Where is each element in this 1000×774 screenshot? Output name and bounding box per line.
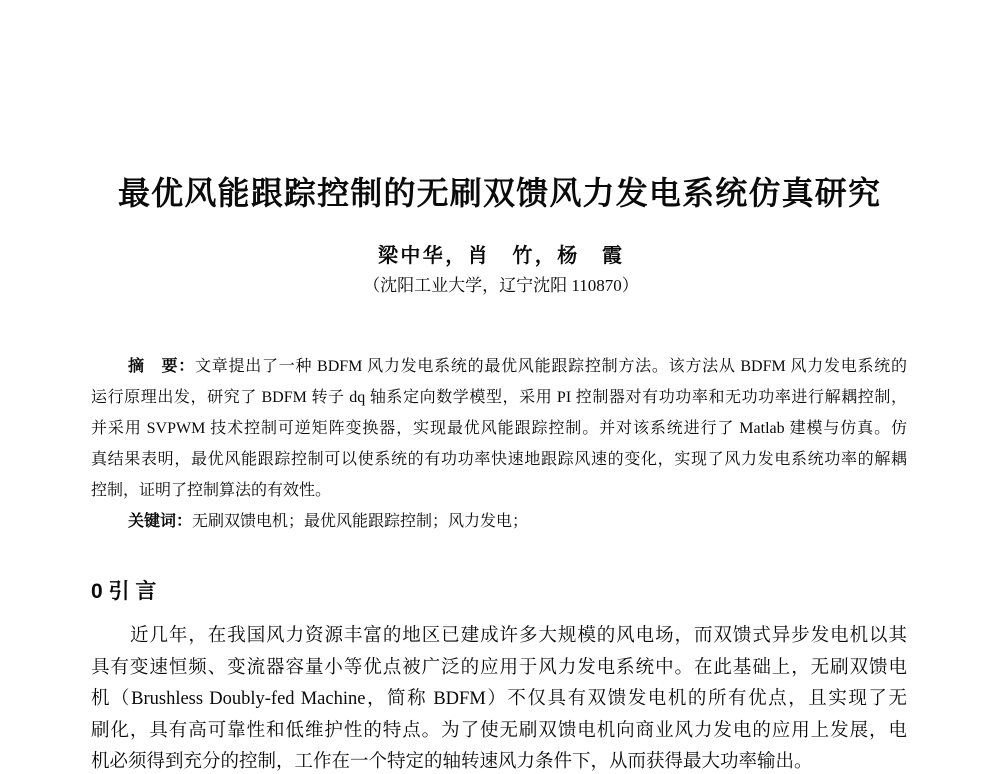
keywords — [128, 512, 907, 532]
abstract-line: 真结果表明，最优风能跟踪控制可以使系统的有功功率快速地跟踪风速的变化，实现了风力发电系统功率的解耦 — [91, 451, 907, 468]
affiliation: （沈阳工业大学，辽宁沈阳 110870） — [363, 276, 639, 295]
body-line: 刷化，具有高可靠性和低维护性的特点。为了使无刷双馈电机向商业风力发电的应用上发展，电 — [91, 721, 907, 741]
abstract-line — [128, 357, 907, 377]
abstract-text: 文章提出了一种 BDFM 风力发电系统的最优风能跟踪控制方法。该方法从 BDFM 风力发电系统的 — [195, 358, 907, 375]
keywords-text: 无刷双馈电机；最优风能跟踪控制；风力发电； — [192, 513, 529, 530]
body-line: 近几年，在我国风力资源丰富的地区已建成许多大规模的风电场，而双馈式异步发电机以其 — [130, 626, 907, 646]
keywords-label: 关键词： — [128, 513, 193, 530]
author-list: 梁中华，肖 竹，杨 霞 — [378, 245, 622, 267]
abstract-line: 并采用 SVPWM 技术控制可逆矩阵变换器，实现最优风能跟踪控制。并对该系统进行了 Matlab 建模与仿真。仿 — [91, 420, 907, 437]
body-line: 具有变速恒频、变流器容量小等优点被广泛的应用于风力发电系统中。在此基础上，无刷双馈电 — [91, 658, 907, 678]
section-heading: 0 引 言 — [91, 580, 157, 603]
abstract-line: 运行原理出发，研究了 BDFM 转子 dq 轴系定向数学模型，采用 PI 控制器对有功功率和无功功率进行解耦控制， — [91, 389, 907, 406]
abstract-label: 摘 要： — [128, 358, 196, 375]
body-line: 机（Brushless Doubly-fed Machine，简称 BDFM）不仅具有双馈发电机的所有优点，且实现了无 — [91, 689, 907, 709]
abstract-line: 控制，证明了控制算法的有效性。 — [91, 482, 332, 499]
body-line: 机必须得到充分的控制，工作在一个特定的轴转速风力条件下，从而获得最大功率输出。 — [91, 752, 813, 772]
paper-title: 最优风能跟踪控制的无刷双馈风力发电系统仿真研究 — [118, 175, 880, 211]
